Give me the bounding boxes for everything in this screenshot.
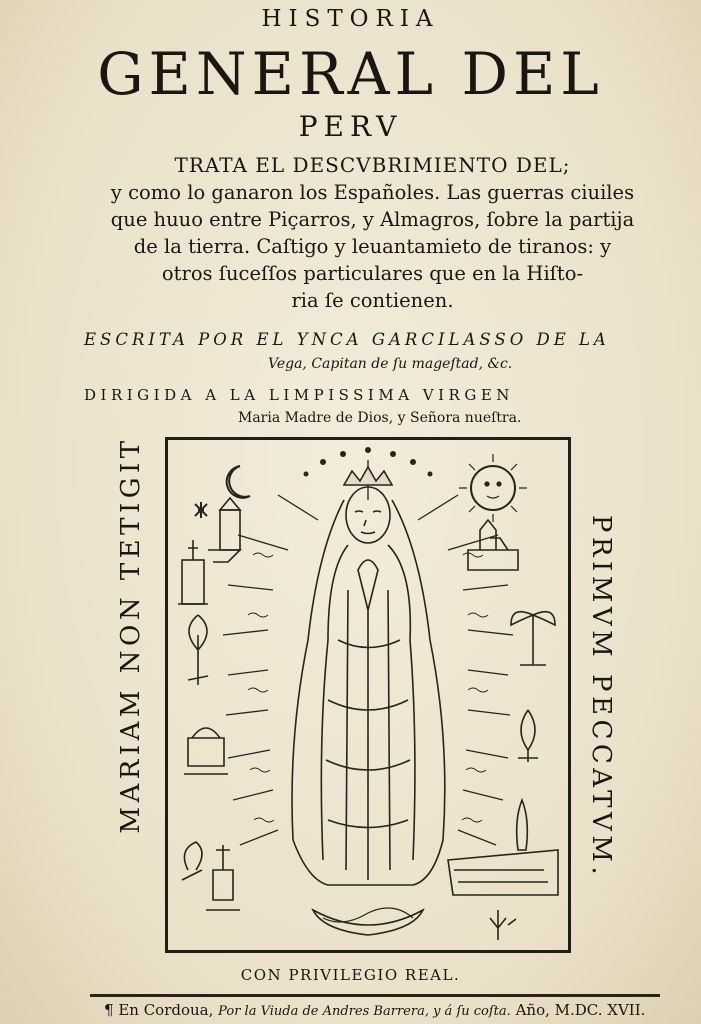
- imprint-rule: [90, 994, 660, 997]
- dedication-line: DIRIGIDA A LA LIMPISSIMA VIRGEN: [84, 386, 514, 404]
- subtitle-line: de la tierra. Caſtigo y leuantamieto de tiranos: y: [133, 235, 612, 258]
- imprint-line: [104, 1001, 645, 1019]
- subtitle-line: TRATA EL DESCVBRIMIENTO DEL;: [174, 153, 571, 177]
- imprint-printer: Por la Viuda de Andres Barrera, y á ſu coſta.: [218, 1004, 511, 1019]
- virgin-woodcut-illustration: [168, 440, 568, 950]
- imprint-year: Año, M.DC. XVII.: [515, 1001, 646, 1019]
- title-line-general-del: GENERAL DEL: [97, 40, 604, 108]
- privilege-line: CON PRIVILEGIO REAL.: [240, 966, 461, 984]
- author-title-line: Vega, Capitan de ſu mageſtad, &c.: [268, 356, 513, 372]
- subtitle-line: y como lo ganaron los Españoles. Las guerras ciuiles: [110, 181, 635, 204]
- subtitle-line: otros ſuceſſos particulares que en la Hiſto-: [161, 262, 584, 285]
- woodcut-legend-left: MARIAM NON TETIGIT: [116, 436, 146, 834]
- subtitle-line: que huuo entre Piçarros, y Almagros, ſobre la partija: [110, 208, 635, 231]
- author-line: ESCRITA POR EL YNCA GARCILASSO DE LA: [84, 330, 610, 349]
- dedication-subline: Maria Madre de Dios, y Señora nueſtra.: [238, 410, 522, 426]
- title-line-peru: PERV: [298, 110, 403, 143]
- imprint-pilcrow: ¶: [104, 1001, 119, 1019]
- title-line-historia: HISTORIA: [261, 6, 440, 32]
- subtitle-line: ria ſe contienen.: [291, 289, 454, 312]
- imprint-place: En Cordoua,: [118, 1001, 214, 1019]
- woodcut-legend-right: PRIMVM PECCATVM.: [586, 514, 616, 880]
